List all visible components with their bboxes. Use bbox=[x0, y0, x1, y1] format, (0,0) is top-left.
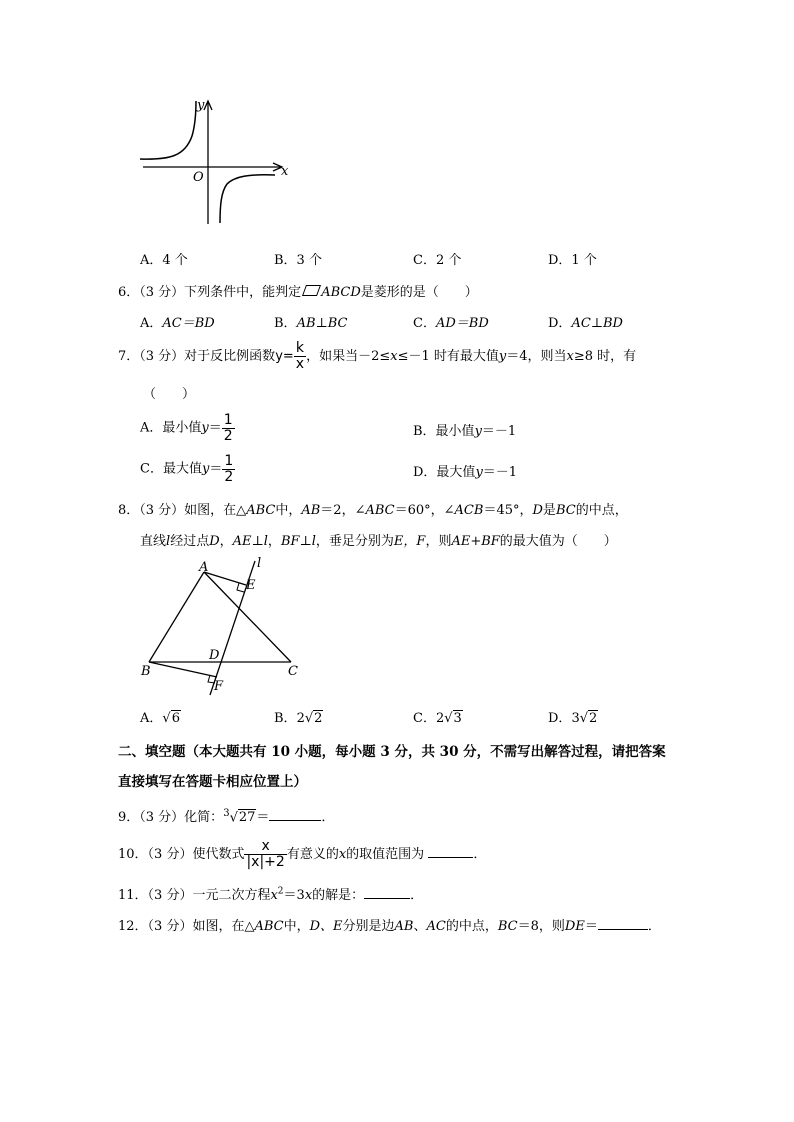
q11-stem: 11．（3 分）一元二次方程$x^2=3x$的解是： ． bbox=[118, 886, 424, 903]
q7-stem: 7．（3 分）对于反比例函数y= $\frac{k}{x}$ ，如果当－2≤x≤－1 时有最大值y＝4，则当x≥8 时，有 bbox=[118, 340, 637, 372]
q6-stem bbox=[118, 281, 478, 300]
q7-option-b[interactable]: B．最小值y＝－1 bbox=[413, 424, 517, 439]
q7-option-d[interactable]: D．最大值y＝－1 bbox=[413, 465, 518, 480]
q8-option-a[interactable]: A．√6 bbox=[140, 711, 180, 726]
q10-answer-blank[interactable] bbox=[428, 857, 473, 858]
q7-answer-paren: （ ） bbox=[143, 387, 196, 402]
q5-option-a[interactable]: A．4 个 bbox=[140, 253, 188, 268]
q11-answer-blank[interactable] bbox=[364, 898, 410, 899]
q7-function-fraction: $\frac{k}{x}$ bbox=[295, 340, 305, 372]
q10-stem: 10．（3 分）使代数式 $\frac{x}{|x|+2}$ 有意义的x的取值范围为 ． bbox=[118, 838, 487, 870]
q5-option-c[interactable]: C．2 个 bbox=[413, 253, 462, 268]
label-b: B bbox=[141, 664, 151, 679]
parallelogram-icon bbox=[302, 285, 321, 296]
q9-cube-root: $^3$√27 bbox=[223, 807, 256, 825]
q7-option-c[interactable]: C．最大值y＝ $\frac{1}{2}$ bbox=[140, 453, 234, 485]
q12-stem: 12．（3 分）如图，在△ABC中，D、E分别是边AB、AC的中点，BC＝8，则DE＝ ． bbox=[118, 919, 661, 934]
q7-option-a[interactable]: A．最小值y＝ $\frac{1}{2}$ bbox=[140, 412, 233, 444]
section2-heading-line1: 二、填空题（本大题共有 10 小题，每小题 3 分，共 30 分，不需写出解答过程，请把答案 bbox=[118, 744, 666, 760]
y-axis-label: y bbox=[197, 98, 205, 113]
side-ab bbox=[149, 572, 204, 662]
label-a: A bbox=[199, 560, 209, 575]
q8-stem-line1: 8．（3 分）如图，在△ABC中，AB＝2，∠ABC＝60°，∠ACB＝45°，D是BC的中点， bbox=[118, 503, 628, 518]
q5-option-d[interactable]: D．1 个 bbox=[548, 253, 597, 268]
q8-option-b[interactable]: B．2√2 bbox=[274, 711, 323, 726]
q6-parallelogram-name: ABCD bbox=[321, 285, 361, 300]
x-axis-label: x bbox=[281, 164, 289, 179]
q6-option-b[interactable]: B．AB⊥BC bbox=[274, 316, 348, 331]
q8-stem-line2: 直线l经过点D，AE⊥l，BF⊥l，垂足分别为E，F，则AE+BF的最大值为（ ） bbox=[140, 534, 617, 549]
q6-number: 6．（3 分）下列条件中，能判定 bbox=[118, 285, 302, 300]
q8-option-c[interactable]: C．2√3 bbox=[413, 711, 462, 726]
label-d: D bbox=[209, 648, 220, 663]
q6-option-c[interactable]: C．AD＝BD bbox=[413, 316, 489, 331]
q6-option-d[interactable]: D．AC⊥BD bbox=[548, 316, 623, 331]
segment-bf bbox=[149, 662, 217, 677]
label-f: F bbox=[214, 679, 224, 694]
hyperbola-graph bbox=[135, 96, 295, 226]
q10-fraction: $\frac{x}{|x|+2}$ bbox=[246, 838, 285, 870]
label-l: l bbox=[257, 556, 262, 571]
q9-answer-blank[interactable] bbox=[269, 820, 321, 821]
section2-heading-line2: 直接填写在答题卡相应位置上） bbox=[118, 774, 307, 790]
label-c: C bbox=[288, 664, 298, 679]
q6-option-a[interactable]: A．AC＝BD bbox=[140, 316, 215, 331]
q12-answer-blank[interactable] bbox=[598, 929, 648, 930]
q9-stem: 9．（3 分）化简：$^3$√27＝ ． bbox=[118, 807, 335, 825]
hyperbola-branch-2nd-quadrant bbox=[140, 101, 196, 159]
origin-label: O bbox=[193, 170, 204, 185]
hyperbola-branch-4th-quadrant bbox=[220, 175, 275, 223]
q8-option-d[interactable]: D．3√2 bbox=[548, 711, 598, 726]
q6-rest: 是菱形的是（ ） bbox=[360, 285, 478, 300]
triangle-figure bbox=[138, 555, 308, 700]
q5-option-b[interactable]: B．3 个 bbox=[274, 253, 322, 268]
label-e: E bbox=[246, 578, 256, 593]
